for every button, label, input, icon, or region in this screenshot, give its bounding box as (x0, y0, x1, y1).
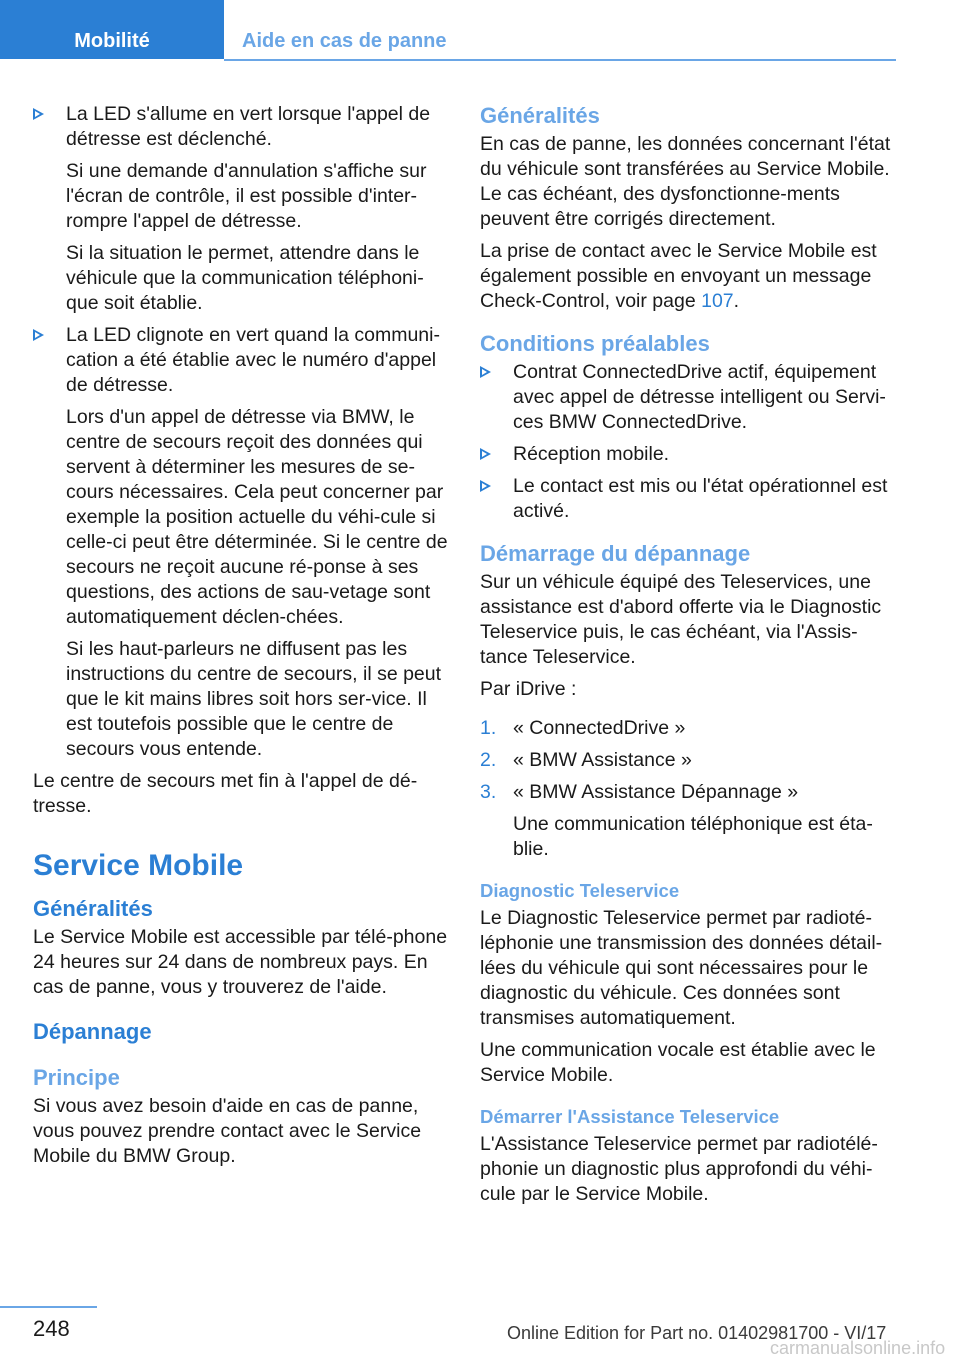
bullet-triangle-icon (33, 329, 44, 341)
step-number: 2. (480, 749, 497, 771)
bullet-triangle-icon (480, 366, 491, 378)
right-generalites-p2 (480, 239, 896, 314)
step-item (480, 716, 896, 741)
left-column (33, 102, 449, 1176)
chapter-tab[interactable] (0, 0, 224, 59)
assist-heading: Démarrer l'Assistance Teleservice (480, 1106, 780, 1127)
bullet-text: Lors d'un appel de détresse via BMW, le centre de secours reçoit des données qui servent à déterminer les mesures de se-cours nécessaires. Cela peut concerner par exemple la position actuelle du véhi-cule si celle-ci peut être déterminée. Si le centre de secours ne reçoit aucune ré-ponse à ses questions, des actions de sau-vetage sont automatiquement déclen-chées. (66, 406, 448, 628)
step-text: « ConnectedDrive » (513, 717, 686, 739)
bullet-led-blinking (33, 323, 449, 762)
condition-text: Réception mobile. (513, 443, 670, 465)
chapter-tab-label: Mobilité (74, 30, 150, 52)
step-item (480, 748, 896, 773)
step-number: 3. (480, 781, 497, 803)
conditions-heading: Conditions préalables (480, 331, 710, 356)
step-item (480, 780, 896, 862)
assist-paragraph: L'Assistance Teleservice permet par radiotélé-phonie un diagnostic plus approfondi du véhi-cule par le Service Mobile. (480, 1133, 878, 1205)
condition-item (480, 474, 896, 524)
principe-paragraph: Si vous avez besoin d'aide en cas de panne, vous pouvez prendre contact avec le Service Mobile du BMW Group. (33, 1095, 422, 1167)
condition-text: Contrat ConnectedDrive actif, équipement avec appel de détresse intelligent ou Servi-ces BMW ConnectedDrive. (513, 361, 886, 433)
right-generalites-p1: En cas de panne, les données concernant l'état du véhicule sont transférées au Service Mobile. Le cas échéant, des dysfonctionne-ments peuvent être corrigés directement. (480, 133, 891, 230)
idrive-label: Par iDrive : (480, 678, 577, 700)
header-divider (224, 59, 896, 61)
p2-suffix: . (733, 290, 740, 312)
bullet-text: Si la situation le permet, attendre dans le véhicule que la communication téléphoni-que soit établie. (66, 242, 424, 314)
bullet-led-green (33, 102, 449, 316)
generalites-heading: Généralités (33, 896, 153, 921)
right-generalites-heading: Généralités (480, 103, 600, 128)
condition-item (480, 360, 896, 435)
diag-paragraph-1: Le Diagnostic Teleservice permet par radioté-léphonie une transmission des données détail-lées du véhicule qui sont nécessaires pour le diagnostic du véhicule. Ces données sont transmises automatiquement. (480, 907, 883, 1029)
watermark: carmanualsonline.info (770, 1338, 946, 1358)
diag-paragraph-2: Une communication vocale est établie avec le Service Mobile. (480, 1039, 876, 1086)
section-title[interactable]: Aide en cas de panne (242, 30, 447, 52)
bullet-text: Si les haut-parleurs ne diffusent pas les instructions du centre de secours, il se peut que le kit mains libres soit hors ser-vice. Il est toutefois possible que le centre de secours vous entende. (66, 638, 442, 760)
diag-heading: Diagnostic Teleservice (480, 880, 680, 901)
step-text: « BMW Assistance » (513, 749, 692, 771)
bullet-triangle-icon (480, 480, 491, 492)
footer-divider (0, 1306, 97, 1308)
closing-paragraph: Le centre de secours met fin à l'appel de dé-tresse. (33, 770, 418, 817)
page-number: 248 (33, 1316, 70, 1341)
p2-prefix: La prise de contact avec le Service Mobile est également possible en envoyant un message Check-Control, voir page (480, 240, 877, 312)
service-mobile-heading: Service Mobile (33, 849, 244, 882)
bullet-triangle-icon (480, 448, 491, 460)
bullet-text: La LED clignote en vert quand la communi-cation a été établie avec le numéro d'appel de détresse. (66, 324, 440, 396)
generalites-paragraph: Le Service Mobile est accessible par télé-phone 24 heures sur 24 dans de nombreux pays. En cas de panne, vous y trouverez de l'aide. (33, 926, 448, 998)
step-text: « BMW Assistance Dépannage » (513, 781, 799, 803)
demarrage-paragraph: Sur un véhicule équipé des Teleservices, une assistance est d'abord offerte via le Diagnostic Teleservice puis, le cas échéant, via l'Assis-tance Teleservice. (480, 571, 882, 668)
condition-text: Le contact est mis ou l'état opérationnel est activé. (513, 475, 888, 522)
step-number: 1. (480, 717, 497, 739)
condition-item (480, 442, 896, 467)
step-note: Une communication téléphonique est éta-blie. (513, 813, 873, 860)
bullet-triangle-icon (33, 108, 44, 120)
principe-heading: Principe (33, 1065, 120, 1090)
bullet-text: La LED s'allume en vert lorsque l'appel de détresse est déclenché. (66, 103, 431, 150)
page-link[interactable]: 107 (701, 290, 734, 312)
edition-label: Online Edition for Part no. 01402981700 - VI/17 (507, 1323, 887, 1343)
right-column (480, 102, 896, 1214)
depannage-heading: Dépannage (33, 1019, 152, 1044)
bullet-text: Si une demande d'annulation s'affiche sur l'écran de contrôle, il est possible d'inter-rompre l'appel de détresse. (66, 160, 427, 232)
page-header (0, 0, 896, 62)
demarrage-heading: Démarrage du dépannage (480, 541, 751, 566)
